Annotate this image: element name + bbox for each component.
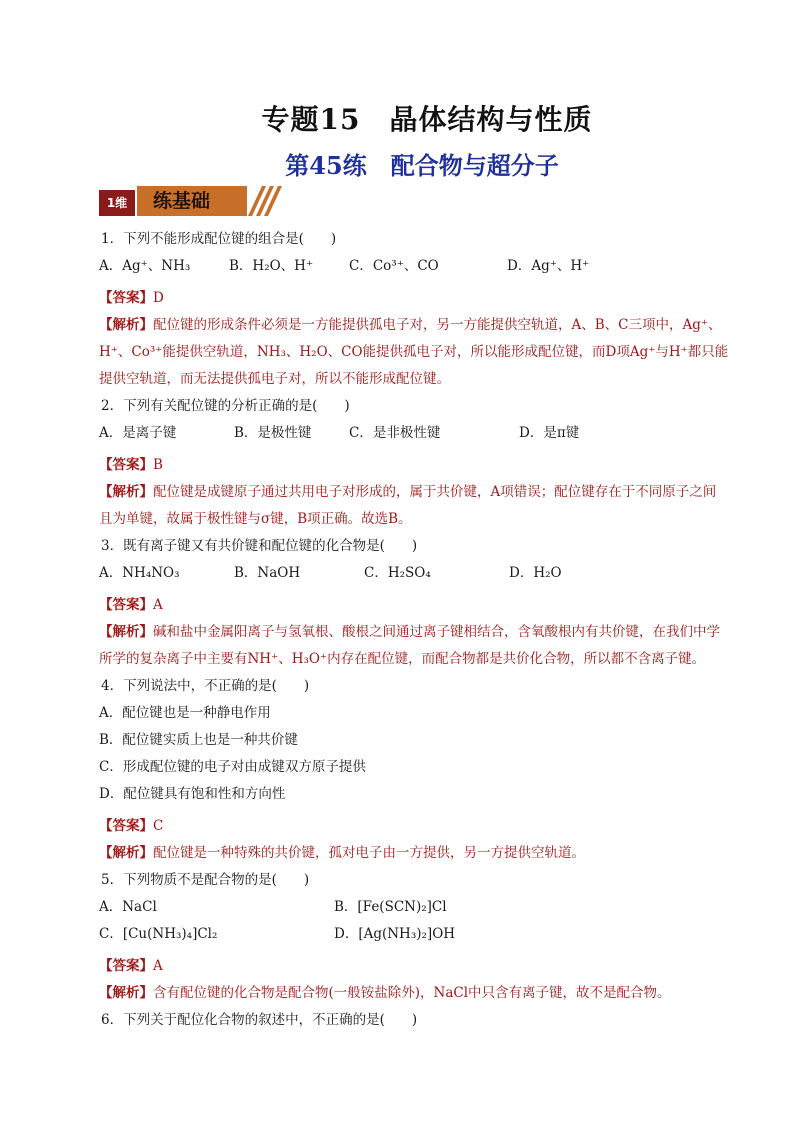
explanation-text: 碱和盐中金属阳离子与氢氧根、酸根之间通过离子键相结合，含氧酸根内有共价键，在我们中学所学的复杂离子中主要有NH⁺、H₃O⁺内存在配位键，而配合物都是共价化合物，所以都不含离子键。: [99, 624, 720, 667]
option-c: C．H₂SO₄: [364, 565, 431, 581]
section-label: 练基础: [137, 186, 247, 216]
question-block: [99, 393, 729, 533]
explain-tag: 【解析】: [99, 317, 153, 333]
explanation: [99, 980, 729, 1007]
answer-line: [99, 452, 729, 479]
explanation: [99, 840, 729, 867]
answer-tag: 【答案】: [99, 457, 153, 473]
option-a: A．NaCl: [99, 899, 157, 915]
option-list: [99, 700, 729, 808]
option-c: C．是非极性键: [349, 425, 441, 441]
question-list: [99, 226, 729, 1034]
option-a: A．NH₄NO₃: [99, 565, 180, 581]
page-title: 专题15 晶体结构与性质: [261, 103, 593, 136]
option-d: D．配位键具有饱和性和方向性: [99, 786, 286, 802]
question-stem: 3．既有离子键又有共价键和配位键的化合物是( ): [101, 538, 418, 554]
answer-tag: 【答案】: [99, 958, 153, 974]
option-b: B．H₂O、H⁺: [229, 258, 314, 274]
answer-value: B: [153, 457, 163, 473]
answer-value: D: [153, 290, 164, 306]
option-row: [99, 253, 729, 280]
answer-value: A: [153, 597, 163, 613]
option-c: C．Co³⁺、CO: [349, 258, 439, 274]
explain-tag: 【解析】: [99, 985, 153, 1001]
question-stem: 1．下列不能形成配位键的组合是( ): [101, 231, 337, 247]
explanation: [99, 479, 729, 533]
option-row: [99, 560, 729, 587]
option-d: D．是π键: [519, 425, 580, 441]
option-a: A．配位键也是一种静电作用: [99, 705, 271, 721]
answer-line: [99, 953, 729, 980]
explanation-text: 含有配位键的化合物是配合物(一般铵盐除外)，NaCl中只含有离子键，故不是配合物。: [153, 985, 671, 1001]
explanation-text: 配位键的形成条件必须是一方能提供孤电子对，另一方能提供空轨道，A、B、C三项中，Ag⁺、H⁺、Co³⁺能提供空轨道，NH₃、H₂O、CO能提供孤电子对，所以能形成配位键，而D项Ag⁺与H⁺都只能提供空轨道，而无法提供孤电子对，所以不能形成配位键。: [99, 317, 729, 387]
answer-line: [99, 285, 729, 312]
option-a: A．Ag⁺、NH₃: [99, 258, 191, 274]
option-c: C．[Cu(NH₃)₄]Cl₂: [99, 926, 218, 942]
answer-value: A: [153, 958, 163, 974]
option-c: C．形成配位键的电子对由成键双方原子提供: [99, 759, 366, 775]
answer-value: C: [153, 818, 164, 834]
answer-tag: 【答案】: [99, 818, 153, 834]
answer-tag: 【答案】: [99, 290, 153, 306]
question-block: [99, 673, 729, 867]
option-a: A．是离子键: [99, 425, 177, 441]
explanation-text: 配位键是成键原子通过共用电子对形成的，属于共价键，A项错误；配位键存在于不同原子之间且为单键，故属于极性键与σ键，B项正确。故选B。: [99, 484, 717, 527]
question-block: [99, 533, 729, 673]
explain-tag: 【解析】: [99, 845, 153, 861]
option-d: D．H₂O: [509, 565, 562, 581]
explain-tag: 【解析】: [99, 624, 153, 640]
question-stem: 2．下列有关配位键的分析正确的是( ): [101, 398, 350, 414]
option-b: B．NaOH: [234, 565, 301, 581]
option-row: [99, 420, 729, 447]
explanation-text: 配位键是一种特殊的共价键，孤对电子由一方提供，另一方提供空轨道。: [153, 845, 585, 861]
question-stem: 5．下列物质不是配合物的是( ): [101, 872, 310, 888]
explanation: [99, 312, 729, 393]
explanation: [99, 619, 729, 673]
section-badge: 1维: [99, 190, 135, 216]
option-b: B．配位键实质上也是一种共价键: [99, 732, 298, 748]
section-banner: [99, 186, 277, 216]
answer-line: [99, 592, 729, 619]
explain-tag: 【解析】: [99, 484, 153, 500]
option-d: D．Ag⁺、H⁺: [507, 258, 590, 274]
question-stem: 6．下列关于配位化合物的叙述中，不正确的是( ): [101, 1012, 418, 1028]
page-subtitle: 第45练 配合物与超分子: [285, 151, 559, 180]
question-stem: 4．下列说法中，不正确的是( ): [101, 678, 310, 694]
option-b: B．[Fe(SCN)₂]Cl: [334, 899, 447, 915]
option-d: D．[Ag(NH₃)₂]OH: [334, 926, 456, 942]
option-b: B．是极性键: [234, 425, 312, 441]
option-grid: [99, 894, 729, 948]
answer-tag: 【答案】: [99, 597, 153, 613]
question-block: [99, 1007, 729, 1034]
question-block: [99, 867, 729, 1007]
question-block: [99, 226, 729, 393]
banner-stripes-decoration: [249, 186, 277, 216]
answer-line: [99, 813, 729, 840]
